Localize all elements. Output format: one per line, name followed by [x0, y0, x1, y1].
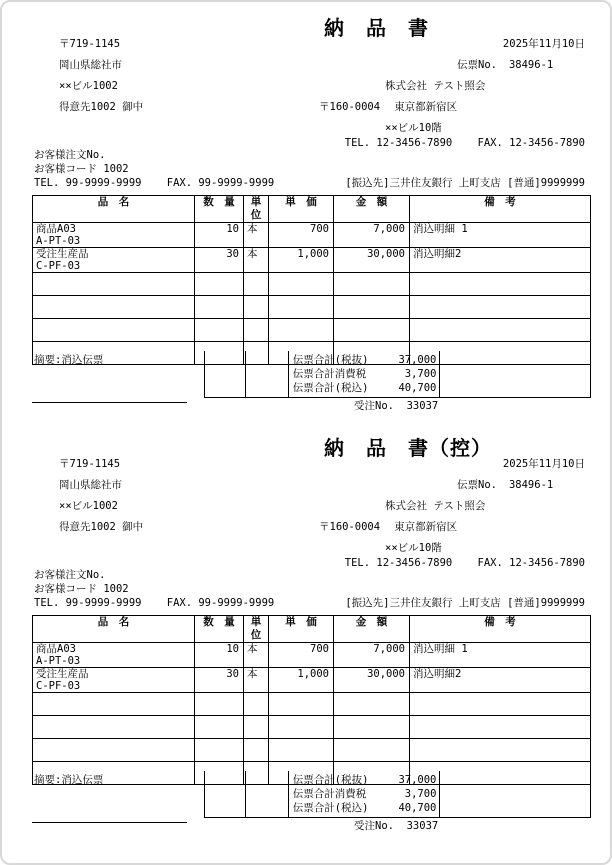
signature-line [32, 822, 187, 823]
col-header-name: 品 名 [33, 616, 195, 643]
empty-cell [334, 273, 410, 296]
slip-number-row [457, 59, 553, 72]
item-row [33, 223, 591, 248]
item-name-line1: 受注生産品 [36, 248, 89, 260]
company-address1: 東京都新宿区 [394, 101, 458, 113]
empty-cell [244, 319, 269, 342]
item-name-line2: A-PT-03 [36, 655, 81, 667]
item-note: 消込明細 1 [410, 643, 591, 668]
customer-tel-fax: TEL. 99-9999-9999 FAX. 99-9999-9999 [34, 597, 275, 609]
col-header-unit: 単位 [244, 196, 269, 223]
item-name-line2: A-PT-03 [36, 235, 81, 247]
slip-number-label: 伝票No. [457, 479, 497, 491]
item-qty: 10 [195, 643, 244, 668]
item-amount: 7,000 [334, 643, 410, 668]
issue-date: 2025年11月10日 [502, 458, 585, 470]
empty-cell [410, 319, 591, 342]
customer-order-no: お客様注文No. [34, 569, 106, 581]
empty-cell [33, 296, 195, 319]
total-value: 40,700 [398, 802, 437, 814]
customer-code: お客様コード 1002 [34, 163, 129, 175]
empty-cell [410, 739, 591, 762]
order-number: 受注No. 33037 [354, 820, 439, 832]
empty-cell [33, 693, 195, 716]
empty-cell [410, 716, 591, 739]
item-name-line1: 商品A03 [36, 223, 76, 235]
total-value: 3,700 [404, 788, 437, 800]
total-label: 伝票合計(税抜) [292, 774, 369, 786]
empty-cell [244, 273, 269, 296]
item-name-line2: C-PF-03 [36, 260, 81, 272]
bank-transfer-info: [振込先]三井住友銀行 上町支店 [普通]9999999 [345, 597, 585, 609]
empty-cell [33, 319, 195, 342]
customer-zip: 〒719-1145 [59, 458, 121, 470]
order-number: 受注No. 33037 [354, 400, 439, 412]
empty-cell [410, 693, 591, 716]
item-qty: 10 [195, 223, 244, 248]
company-zip: 〒160-0004 [319, 101, 381, 113]
item-note: 消込明細2 [410, 248, 591, 273]
item-price: 1,000 [269, 248, 334, 273]
item-note: 消込明細 1 [410, 223, 591, 248]
empty-cell [244, 296, 269, 319]
company-address-row [319, 101, 457, 114]
empty-item-row [33, 739, 591, 762]
total-row [293, 353, 437, 367]
item-name-line1: 商品A03 [36, 643, 76, 655]
empty-cell [33, 716, 195, 739]
totals-box [288, 351, 440, 397]
total-value: 40,700 [398, 382, 437, 394]
empty-item-row [33, 296, 591, 319]
footer-empty-cell [245, 771, 288, 817]
footer-empty-cell [204, 351, 245, 397]
company-zip: 〒160-0004 [319, 521, 381, 533]
footer-empty-cell [245, 351, 288, 397]
company-tel-fax: TEL. 12-3456-7890 FAX. 12-3456-7890 [344, 557, 585, 569]
item-price: 1,000 [269, 668, 334, 693]
slip-number-value: 38496-1 [508, 479, 554, 491]
total-row [293, 773, 437, 787]
footer-empty-cell [204, 771, 245, 817]
customer-address1: 岡山県総社市 [59, 479, 122, 491]
item-qty: 30 [195, 248, 244, 273]
item-price: 700 [269, 223, 334, 248]
bank-transfer-info: [振込先]三井住友銀行 上町支店 [普通]9999999 [345, 177, 585, 189]
item-unit: 本 [244, 668, 269, 693]
footer-empty-cell [439, 771, 590, 817]
empty-cell [269, 739, 334, 762]
company-address-row [319, 521, 457, 534]
empty-cell [269, 296, 334, 319]
empty-cell [244, 739, 269, 762]
item-amount: 30,000 [334, 668, 410, 693]
slip-number-label: 伝票No. [457, 59, 497, 71]
customer-address1: 岡山県総社市 [59, 59, 122, 71]
total-value: 3,700 [404, 368, 437, 380]
col-header-qty: 数 量 [195, 616, 244, 643]
totals-box [288, 771, 440, 817]
customer-address2: ××ビル1002 [59, 80, 118, 92]
empty-cell [195, 296, 244, 319]
signature-line [32, 402, 187, 403]
total-value: 37,000 [398, 774, 437, 786]
empty-cell [334, 693, 410, 716]
item-note: 消込明細2 [410, 668, 591, 693]
col-header-note: 備 考 [410, 196, 591, 223]
total-label: 伝票合計消費税 [292, 368, 367, 380]
company-tel-fax: TEL. 12-3456-7890 FAX. 12-3456-7890 [344, 137, 585, 149]
delivery-note-original [2, 2, 612, 422]
item-amount: 30,000 [334, 248, 410, 273]
col-header-amount: 金 額 [334, 616, 410, 643]
item-unit: 本 [244, 248, 269, 273]
company-name: 株式会社 テスト照会 [385, 500, 486, 512]
total-label: 伝票合計消費税 [292, 788, 367, 800]
company-address2: ××ビル10階 [385, 542, 442, 554]
item-name [33, 248, 195, 273]
empty-cell [269, 716, 334, 739]
item-name-line2: C-PF-03 [36, 680, 81, 692]
delivery-note-copy [2, 422, 612, 842]
item-unit: 本 [244, 643, 269, 668]
col-header-qty: 数 量 [195, 196, 244, 223]
customer-zip: 〒719-1145 [59, 38, 121, 50]
document-title: 納 品 書（控） [324, 436, 492, 460]
summary-note: 摘要:消込伝票 [34, 774, 104, 786]
empty-cell [244, 716, 269, 739]
summary-note: 摘要:消込伝票 [34, 354, 104, 366]
customer-name: 得意先1002 御中 [59, 101, 144, 113]
col-header-price: 単 価 [269, 196, 334, 223]
items-header-row [33, 196, 591, 223]
item-qty: 30 [195, 668, 244, 693]
company-name: 株式会社 テスト照会 [385, 80, 486, 92]
col-header-amount: 金 額 [334, 196, 410, 223]
totals-section [204, 771, 591, 818]
slip-number-value: 38496-1 [508, 59, 554, 71]
empty-cell [334, 296, 410, 319]
empty-cell [410, 273, 591, 296]
total-value: 37,000 [398, 354, 437, 366]
total-row [293, 381, 437, 395]
items-header-row [33, 616, 591, 643]
items-table [32, 615, 591, 785]
items-table [32, 195, 591, 365]
empty-item-row [33, 319, 591, 342]
item-amount: 7,000 [334, 223, 410, 248]
total-row [293, 787, 437, 801]
item-name-line1: 受注生産品 [36, 668, 89, 680]
customer-address2: ××ビル1002 [59, 500, 118, 512]
empty-cell [195, 319, 244, 342]
item-name [33, 223, 195, 248]
col-header-name: 品 名 [33, 196, 195, 223]
empty-cell [410, 296, 591, 319]
slip-number-row [457, 479, 553, 492]
document-title: 納 品 書 [324, 16, 429, 40]
col-header-price: 単 価 [269, 616, 334, 643]
total-row [293, 367, 437, 381]
customer-code: お客様コード 1002 [34, 583, 129, 595]
empty-cell [195, 273, 244, 296]
total-label: 伝票合計(税抜) [292, 354, 369, 366]
col-header-note: 備 考 [410, 616, 591, 643]
customer-order-no: お客様注文No. [34, 149, 106, 161]
item-name [33, 643, 195, 668]
empty-cell [269, 319, 334, 342]
total-label: 伝票合計(税込) [292, 802, 369, 814]
empty-cell [244, 693, 269, 716]
empty-cell [269, 273, 334, 296]
item-name [33, 668, 195, 693]
item-price: 700 [269, 643, 334, 668]
empty-item-row [33, 273, 591, 296]
footer-empty-cell [439, 351, 590, 397]
empty-cell [195, 693, 244, 716]
empty-cell [33, 273, 195, 296]
customer-name: 得意先1002 御中 [59, 521, 144, 533]
item-row [33, 248, 591, 273]
empty-cell [269, 693, 334, 716]
empty-cell [334, 319, 410, 342]
empty-cell [334, 739, 410, 762]
empty-cell [195, 716, 244, 739]
company-address2: ××ビル10階 [385, 122, 442, 134]
item-row [33, 668, 591, 693]
empty-cell [33, 739, 195, 762]
item-row [33, 643, 591, 668]
item-unit: 本 [244, 223, 269, 248]
empty-cell [195, 739, 244, 762]
customer-tel-fax: TEL. 99-9999-9999 FAX. 99-9999-9999 [34, 177, 275, 189]
empty-cell [334, 716, 410, 739]
empty-item-row [33, 693, 591, 716]
empty-item-row [33, 716, 591, 739]
totals-section [204, 351, 591, 398]
total-row [293, 801, 437, 815]
total-label: 伝票合計(税込) [292, 382, 369, 394]
company-address1: 東京都新宿区 [394, 521, 458, 533]
col-header-unit: 単位 [244, 616, 269, 643]
issue-date: 2025年11月10日 [502, 38, 585, 50]
